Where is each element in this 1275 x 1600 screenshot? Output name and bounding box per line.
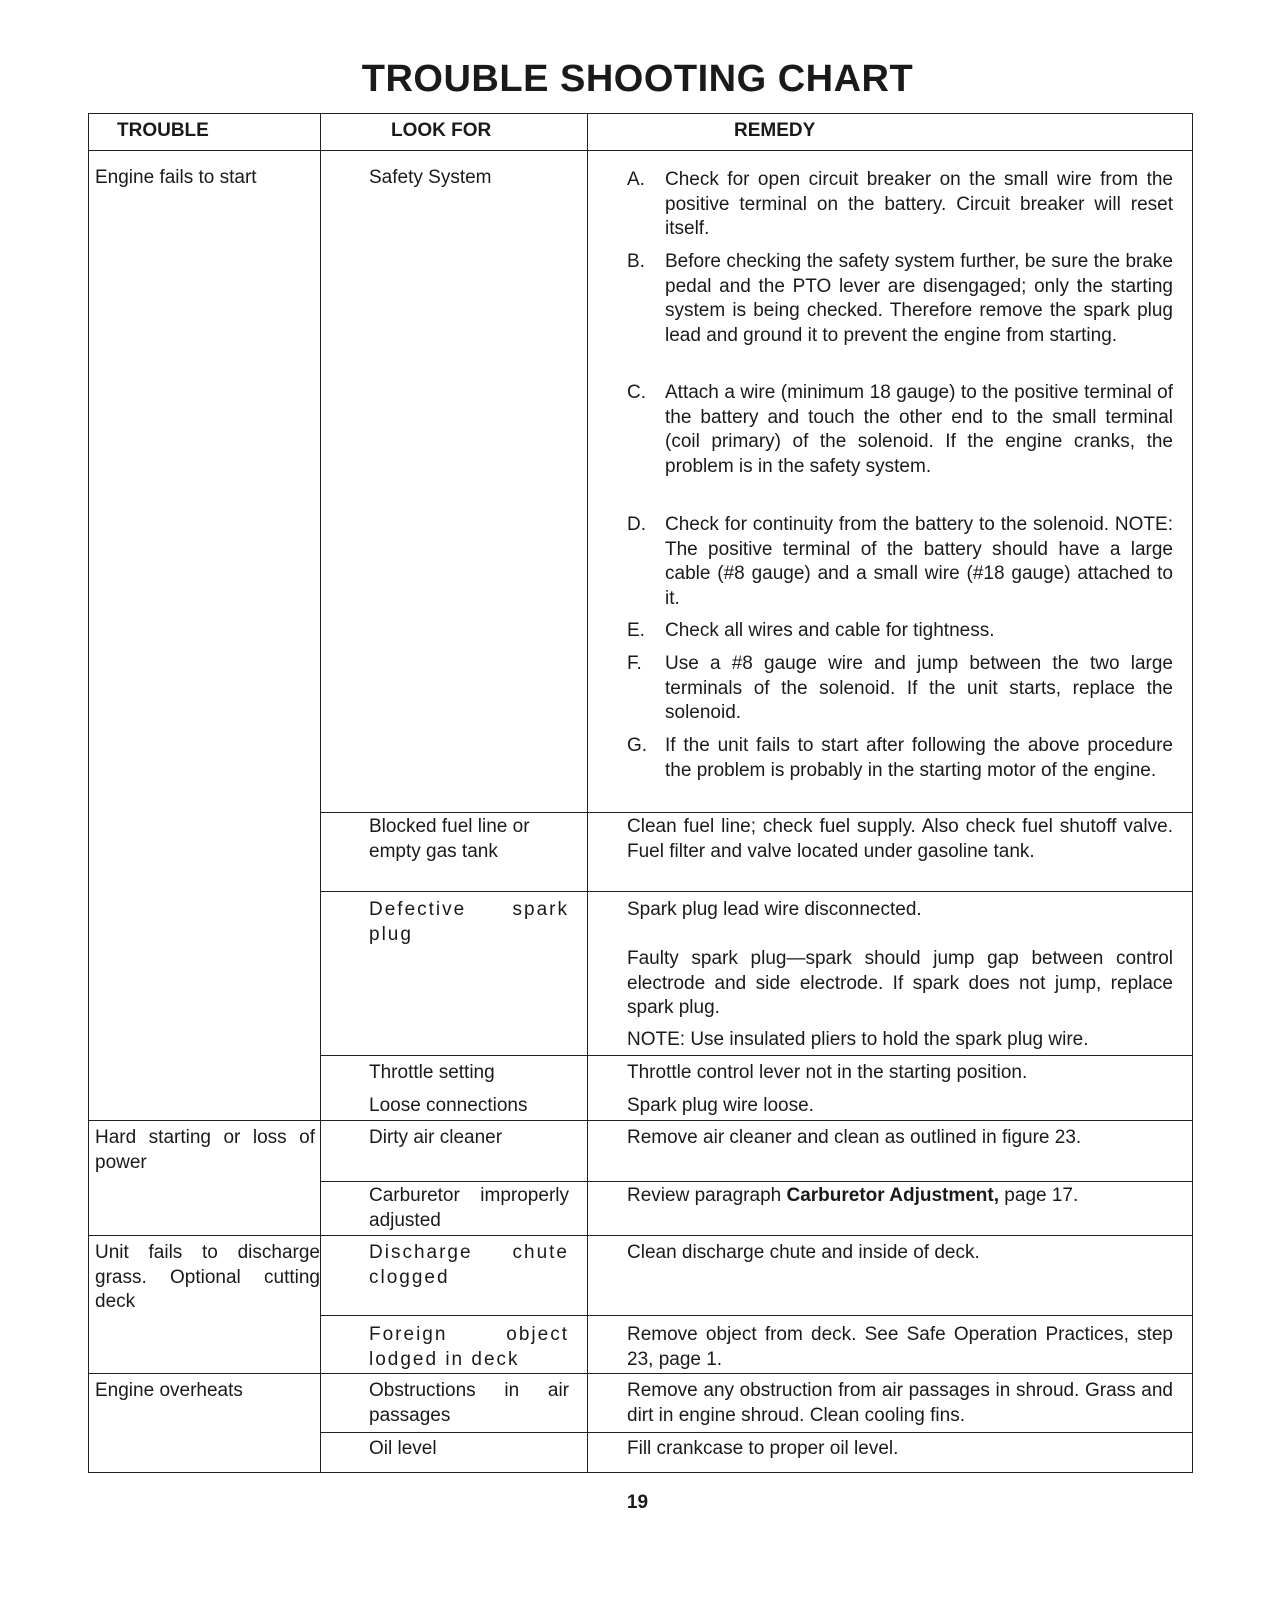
remedy-cell: Faulty spark plug—spark should jump gap between control electrode and side electrode. If spark does not jump, replace spark plug. [627, 948, 1173, 1018]
safety-step [627, 734, 1173, 783]
column-divider [587, 114, 588, 1472]
step-text: If the unit fails to start after following the above procedure the problem is probably in the starting motor of the engine. [665, 735, 1173, 781]
step-text: Check for open circuit breaker on the small wire from the positive terminal on the battery. Circuit breaker will reset itself. [665, 169, 1173, 239]
step-letter: A. [627, 169, 645, 190]
trouble-cell: Engine fails to start [95, 167, 257, 188]
header-remedy: REMEDY [734, 120, 816, 141]
safety-step [627, 652, 1173, 726]
row-divider [89, 1373, 1192, 1374]
remedy-cell: Remove any obstruction from air passages in shroud. Grass and dirt in engine shroud. Clean cooling fins. [627, 1380, 1173, 1426]
step-text: Use a #8 gauge wire and jump between the two large terminals of the solenoid. If the unit starts, replace the solenoid. [665, 653, 1173, 723]
row-divider [320, 1315, 1192, 1316]
remedy-cell: Spark plug lead wire disconnected. [627, 899, 922, 920]
look-for-cell: Obstructions in air passages [369, 1380, 569, 1426]
trouble-cell: Unit fails to discharge grass. Optional cutting deck [95, 1242, 320, 1312]
step-letter: B. [627, 251, 645, 272]
step-text: Check all wires and cable for tightness. [665, 620, 995, 641]
remedy-cell: Spark plug wire loose. [627, 1095, 814, 1116]
header-look-for: LOOK FOR [391, 120, 492, 141]
header-trouble: TROUBLE [117, 120, 209, 141]
remedy-cell: Remove air cleaner and clean as outlined in figure 23. [627, 1127, 1082, 1148]
look-for-cell: Carburetor improperly adjusted [369, 1185, 569, 1231]
step-text: Check for continuity from the battery to the solenoid. NOTE: The positive terminal of the battery should have a large cable (#8 gauge) and a small wire (#18 gauge) attached to it. [665, 514, 1173, 609]
row-divider [320, 812, 1192, 813]
look-for-cell: Throttle setting [369, 1062, 495, 1083]
safety-step [627, 381, 1173, 479]
remedy-cell: Clean fuel line; check fuel supply. Also check fuel shutoff valve. Fuel filter and valve located under gasoline tank. [627, 816, 1173, 862]
row-divider [320, 1181, 1192, 1182]
look-for-cell: Loose connections [369, 1095, 528, 1116]
remedy-cell: Fill crankcase to proper oil level. [627, 1438, 899, 1459]
look-for-cell: Defective spark plug [369, 899, 569, 945]
row-divider [89, 1120, 1192, 1121]
trouble-cell: Engine overheats [95, 1380, 243, 1401]
step-letter: F. [627, 653, 642, 674]
look-for-cell: Safety System [369, 167, 492, 188]
remedy-text: page 17. [999, 1185, 1079, 1206]
remedy-bold-text: Carburetor Adjustment, [786, 1185, 1000, 1206]
step-letter: D. [627, 514, 646, 535]
step-letter: G. [627, 735, 648, 756]
page-number: 19 [626, 1492, 649, 1513]
look-for-cell: Dirty air cleaner [369, 1127, 503, 1148]
remedy-cell: Clean discharge chute and inside of deck. [627, 1242, 980, 1263]
safety-step [627, 513, 1173, 611]
look-for-cell: Foreign object lodged in deck [369, 1324, 569, 1370]
row-divider [320, 1432, 1192, 1433]
step-letter: C. [627, 382, 646, 403]
trouble-cell: Hard starting or loss of power [95, 1127, 315, 1173]
row-divider [320, 1055, 1192, 1056]
safety-step [627, 168, 1173, 242]
trouble-shooting-table [88, 113, 1193, 1473]
safety-step [627, 619, 1173, 644]
step-text: Attach a wire (minimum 18 gauge) to the positive terminal of the battery and touch the other end to the small terminal (coil primary) of the solenoid. If the engine cranks, the problem is in the safety system. [665, 382, 1173, 477]
remedy-text: Review paragraph [627, 1185, 787, 1206]
remedy-cell: Throttle control lever not in the starting position. [627, 1062, 1028, 1083]
header-divider [89, 150, 1192, 151]
remedy-cell: NOTE: Use insulated pliers to hold the spark plug wire. [627, 1029, 1089, 1050]
safety-step [627, 250, 1173, 348]
step-text: Before checking the safety system further, be sure the brake pedal and the PTO lever are disengaged; only the starting system is being checked. Therefore remove the spark plug lead and ground it to prevent the engine from starting. [665, 251, 1173, 346]
remedy-cell [627, 1184, 1173, 1209]
row-divider [320, 891, 1192, 892]
column-divider [320, 114, 321, 1472]
remedy-cell: Remove object from deck. See Safe Operation Practices, step 23, page 1. [627, 1324, 1173, 1370]
page-title: TROUBLE SHOOTING CHART [361, 58, 914, 100]
look-for-cell: Discharge chute clogged [369, 1242, 569, 1288]
look-for-cell: Blocked fuel line or empty gas tank [369, 816, 530, 862]
look-for-cell: Oil level [369, 1438, 437, 1459]
step-letter: E. [627, 620, 645, 641]
row-divider [89, 1235, 1192, 1236]
